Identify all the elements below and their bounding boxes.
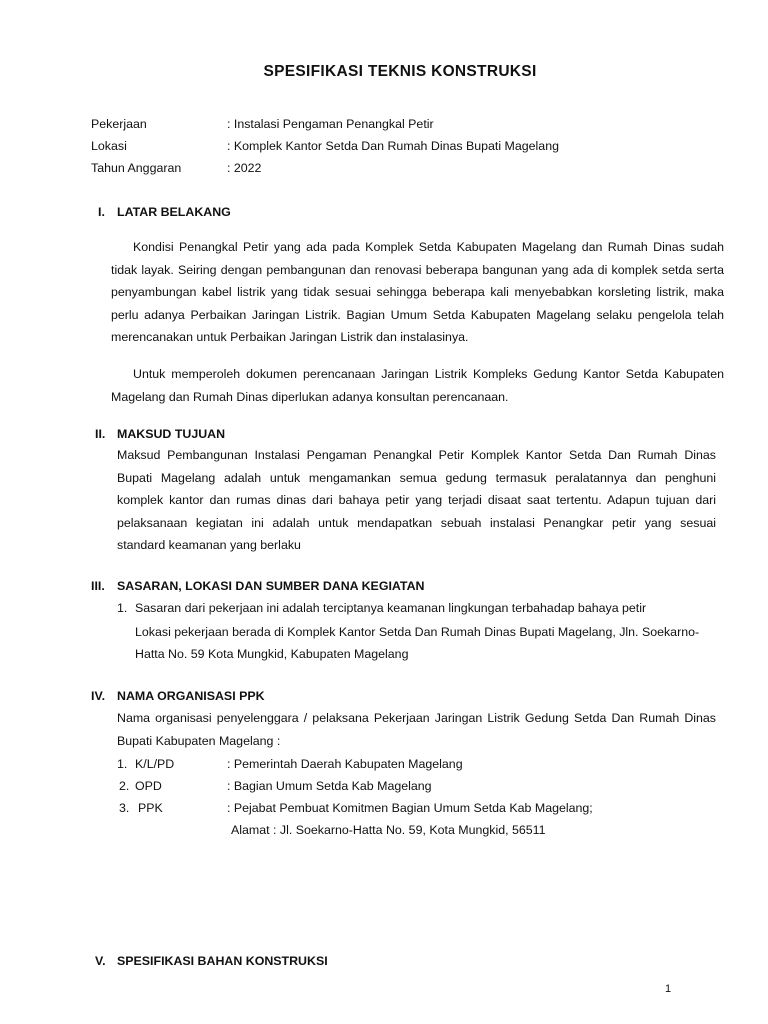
paragraph-line: tidak layak. Seiring dengan pembangunan dan renovasi beberapa bangunan yang ada di komplek setda serta [111,262,724,277]
org-item-value: : Pemerintah Daerah Kabupaten Magelang [227,757,463,771]
document-title: SPESIFIKASI TEKNIS KONSTRUKSI [263,63,537,80]
section-1-title: LATAR BELAKANG [117,205,231,219]
section-4-intro [117,707,716,752]
section-2-paragraph-1 [117,444,716,557]
paragraph-line: Magelang dan Rumah Dinas diperlukan adanya konsultan perencanaan. [111,389,509,404]
lokasi-value: : Komplek Kantor Setda Dan Rumah Dinas Bupati Magelang [227,139,559,153]
section-3-location-line-2: Hatta No. 59 Kota Mungkid, Kabupaten Magelang [135,647,409,661]
paragraph-line: perlu adanya Perbaikan Jaringan Listrik. Bagian Umum Setda Kabupaten Magelang selaku pengelola telah [111,307,724,322]
paragraph-line: pelaksanaan kegiatan ini adalah untuk mendapatkan sebuah instalasi Penangkar petir yang sesuai [117,515,716,530]
section-1-paragraph-2 [111,363,724,408]
section-4-number: IV. [91,689,106,703]
tahun-anggaran-value: : 2022 [227,161,262,175]
section-2-title: MAKSUD TUJUAN [117,427,226,441]
pekerjaan-label: Pekerjaan [91,117,147,131]
section-1-number: I. [98,205,105,219]
paragraph-line: standard keamanan yang berlaku [117,538,301,552]
section-3-location-line-1: Lokasi pekerjaan berada di Komplek Kantor Setda Dan Rumah Dinas Bupati Magelang, Jln. Soekarno- [135,625,700,639]
paragraph-line: Nama organisasi penyelenggara / pelaksana Pekerjaan Jaringan Listrik Gedung Setda Dan Rumah Dinas [117,711,716,725]
pekerjaan-value: : Instalasi Pengaman Penangkal Petir [227,117,434,131]
paragraph-line: penyambungan kabel listrik yang tidak sesuai sehingga beberapa kali menyebabkan korsleting listrik, maka [111,285,724,299]
page-number: 1 [665,983,672,995]
paragraph-line: komplek kantor dan rumas dinas dari bahaya petir yang terjadi disaat saat tertentu. Adapun tujuan dari [117,493,716,507]
section-5-title: SPESIFIKASI BAHAN KONSTRUKSI [117,954,328,968]
section-3-number: III. [91,579,105,593]
paragraph-line: Untuk memperoleh dokumen perencanaan Jaringan Listrik Kompleks Gedung Kantor Setda Kabupaten [133,367,724,381]
lokasi-label: Lokasi [91,139,127,153]
paragraph-line: merencanakan untuk Perbaikan Jaringan Listrik dan instalasinya. [111,330,469,344]
org-item-value: : Pejabat Pembuat Komitmen Bagian Umum Setda Kab Magelang; [227,801,593,815]
section-3-item-1-text: Sasaran dari pekerjaan ini adalah terciptanya keamanan lingkungan terbahadap bahaya petir [135,601,647,615]
org-item-label: OPD [135,779,162,793]
paragraph-line: Bupati Magelang adalah untuk mengamankan semua gedung termasuk peralatannya dan penghuni [117,470,716,485]
paragraph-line: Kondisi Penangkal Petir yang ada pada Komplek Setda Kabupaten Magelang dan Rumah Dinas sudah [133,240,724,254]
section-5-number: V. [95,954,106,968]
paragraph-line: Bupati Kabupaten Magelang : [117,733,281,748]
section-3-title: SASARAN, LOKASI DAN SUMBER DANA KEGIATAN [117,579,425,593]
org-item-number: 1. [117,757,128,771]
section-1-paragraph-1 [111,236,724,349]
org-item-label: K/L/PD [135,757,175,771]
section-4-title: NAMA ORGANISASI PPK [117,689,265,703]
section-3-item-1-number: 1. [117,601,128,615]
org-item-value: : Bagian Umum Setda Kab Magelang [227,779,432,793]
paragraph-line: Maksud Pembangunan Instalasi Pengaman Penangkal Petir Komplek Kantor Setda Dan Rumah Dinas [117,448,716,462]
org-item-number: 3. [119,801,130,815]
org-item-number: 2. [119,779,130,793]
section-2-number: II. [95,427,106,441]
ppk-address: Alamat : Jl. Soekarno-Hatta No. 59, Kota Mungkid, 56511 [231,823,546,837]
tahun-anggaran-label: Tahun Anggaran [91,161,182,175]
org-item-label: PPK [138,801,163,815]
